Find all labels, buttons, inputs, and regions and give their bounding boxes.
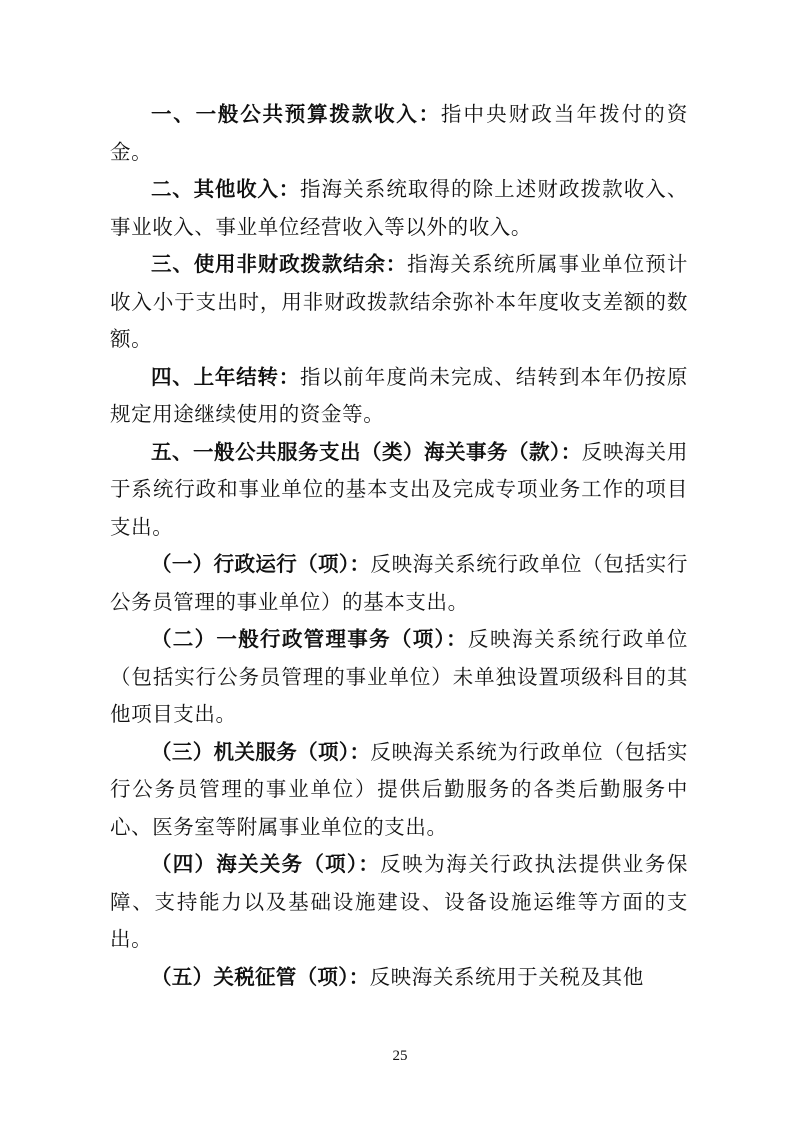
paragraph-term: （二）一般行政管理事务（项）：: [151, 627, 468, 651]
paragraph-other-income: [110, 171, 688, 246]
paragraph-public-service-customs: [110, 434, 688, 547]
paragraph-term: 二、其他收入：: [151, 177, 300, 201]
paragraph-text: 指海关系统取得的除上述财政拨款收入、事业收入、事业单位经营收入等以外的收入。: [110, 177, 688, 239]
paragraph-agency-services: [110, 734, 688, 847]
paragraph-customs-affairs: [110, 846, 688, 959]
paragraph-term: 四、上年结转：: [151, 364, 300, 389]
paragraph-carryover: [110, 359, 688, 434]
paragraph-text: 指海关系统所属事业单位预计收入小于支出时，用非财政拨款结余弥补本年度收支差额的数额。: [110, 252, 688, 351]
paragraph-term: （三）机关服务（项）：: [151, 739, 371, 764]
paragraph-text: 反映海关系统行政单位（包括实行公务员管理的事业单位）未单独设置项级科目的其他项目支出。: [110, 627, 688, 726]
page-number: 25: [392, 1048, 408, 1064]
paragraph-text: 反映海关用于系统行政和事业单位的基本支出及完成专项业务工作的项目支出。: [110, 439, 688, 539]
paragraph-text: 反映为海关行政执法提供业务保障、支持能力以及基础设施建设、设备设施运维等方面的支出。: [110, 852, 688, 951]
paragraph-text: 反映海关系统行政单位（包括实行公务员管理的事业单位）的基本支出。: [110, 552, 688, 614]
document-body: [110, 96, 688, 996]
paragraph-tariff-administration: [110, 959, 688, 997]
paragraph-text: 指中央财政当年拨付的资金。: [110, 102, 688, 164]
paragraph-term: （四）海关关务（项）：: [151, 852, 381, 876]
paragraph-text: 反映海关系统为行政单位（包括实行公务员管理的事业单位）提供后勤服务的各类后勤服务中心、医务室等附属事业单位的支出。: [110, 739, 688, 839]
paragraph-administrative-operation: [110, 546, 688, 621]
paragraph-non-fiscal-surplus: [110, 246, 688, 359]
paragraph-term: 一、一般公共预算拨款收入：: [151, 102, 441, 126]
paragraph-text: 指以前年度尚未完成、结转到本年仍按原规定用途继续使用的资金等。: [110, 364, 688, 426]
paragraph-term: （一）行政运行（项）：: [151, 552, 371, 576]
paragraph-text: 反映海关系统用于关税及其他: [369, 964, 644, 989]
paragraph-term: 三、使用非财政拨款结余：: [151, 252, 408, 276]
paragraph-term: （五）关税征管（项）：: [151, 964, 370, 989]
paragraph-general-budget-income: [110, 96, 688, 171]
paragraph-general-admin-affairs: [110, 621, 688, 734]
paragraph-term: 五、一般公共服务支出（类）海关事务（款）：: [151, 439, 582, 464]
